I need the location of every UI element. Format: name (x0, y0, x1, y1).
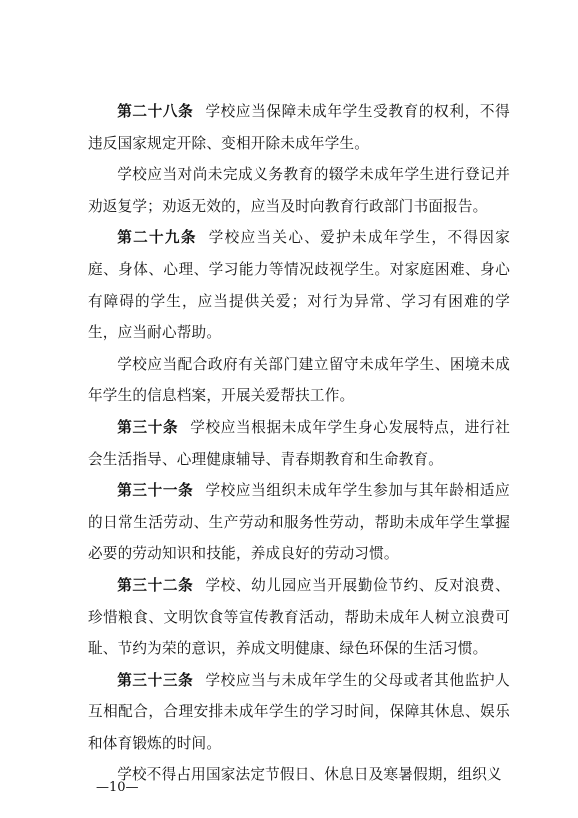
paragraph-text: 学校、幼儿园应当开展勤俭节约、反对浪费、珍惜粮食、文明饮食等宣传教育活动，帮助未成年人树立浪费可耻、节约为荣的意识，养成文明健康、绿色环保的生活习惯。 (88, 576, 510, 658)
paragraph-art31 (88, 475, 510, 570)
article-heading: 第三十条 (117, 418, 179, 436)
paragraph-art29 (88, 222, 510, 348)
paragraph-text: 学校应当保障未成年学生受教育的权利，不得违反国家规定开除、变相开除未成年学生。 (88, 103, 510, 152)
article-heading: 第二十九条 (117, 229, 197, 247)
paragraph-text: 学校应当关心、爱护未成年学生，不得因家庭、身体、心理、学习能力等情况歧视学生。对家庭困难、身心有障碍的学生，应当提供关爱；对行为异常、学习有困难的学生，应当耐心帮助。 (88, 229, 510, 342)
paragraph-text: 学校应当配合政府有关部门建立留守未成年学生、困境未成年学生的信息档案，开展关爱帮扶工作。 (88, 355, 510, 405)
paragraph-art28-2 (88, 159, 510, 222)
paragraph-art29-2 (88, 349, 510, 412)
article-heading: 第三十三条 (117, 671, 194, 689)
paragraph-text: 学校应当组织未成年学生参加与其年龄相适应的日常生活劳动、生产劳动和服务性劳动，帮助未成年学生掌握必要的劳动知识和技能，养成良好的劳动习惯。 (88, 482, 510, 563)
document-body (88, 96, 510, 791)
article-heading: 第二十八条 (117, 103, 194, 120)
paragraph-art30 (88, 412, 510, 475)
paragraph-art32 (88, 570, 510, 665)
article-heading: 第三十二条 (117, 576, 194, 594)
paragraph-art33-2 (88, 759, 510, 791)
paragraph-art28 (88, 96, 510, 159)
paragraph-art33 (88, 665, 510, 760)
paragraph-text: 学校不得占用国家法定节假日、休息日及寒暑假期，组织义 (117, 766, 502, 784)
page-number: —10— (96, 780, 139, 795)
paragraph-text: 学校应当对尚未完成义务教育的辍学未成年学生进行登记并劝返复学；劝返无效的，应当及时向教育行政部门书面报告。 (88, 166, 510, 215)
paragraph-text: 学校应当与未成年学生的父母或者其他监护人互相配合，合理安排未成年学生的学习时间，保障其休息、娱乐和体育锻炼的时间。 (88, 671, 510, 752)
article-heading: 第三十一条 (117, 482, 194, 500)
paragraph-text: 学校应当根据未成年学生身心发展特点，进行社会生活指导、心理健康辅导、青春期教育和生命教育。 (88, 418, 511, 468)
